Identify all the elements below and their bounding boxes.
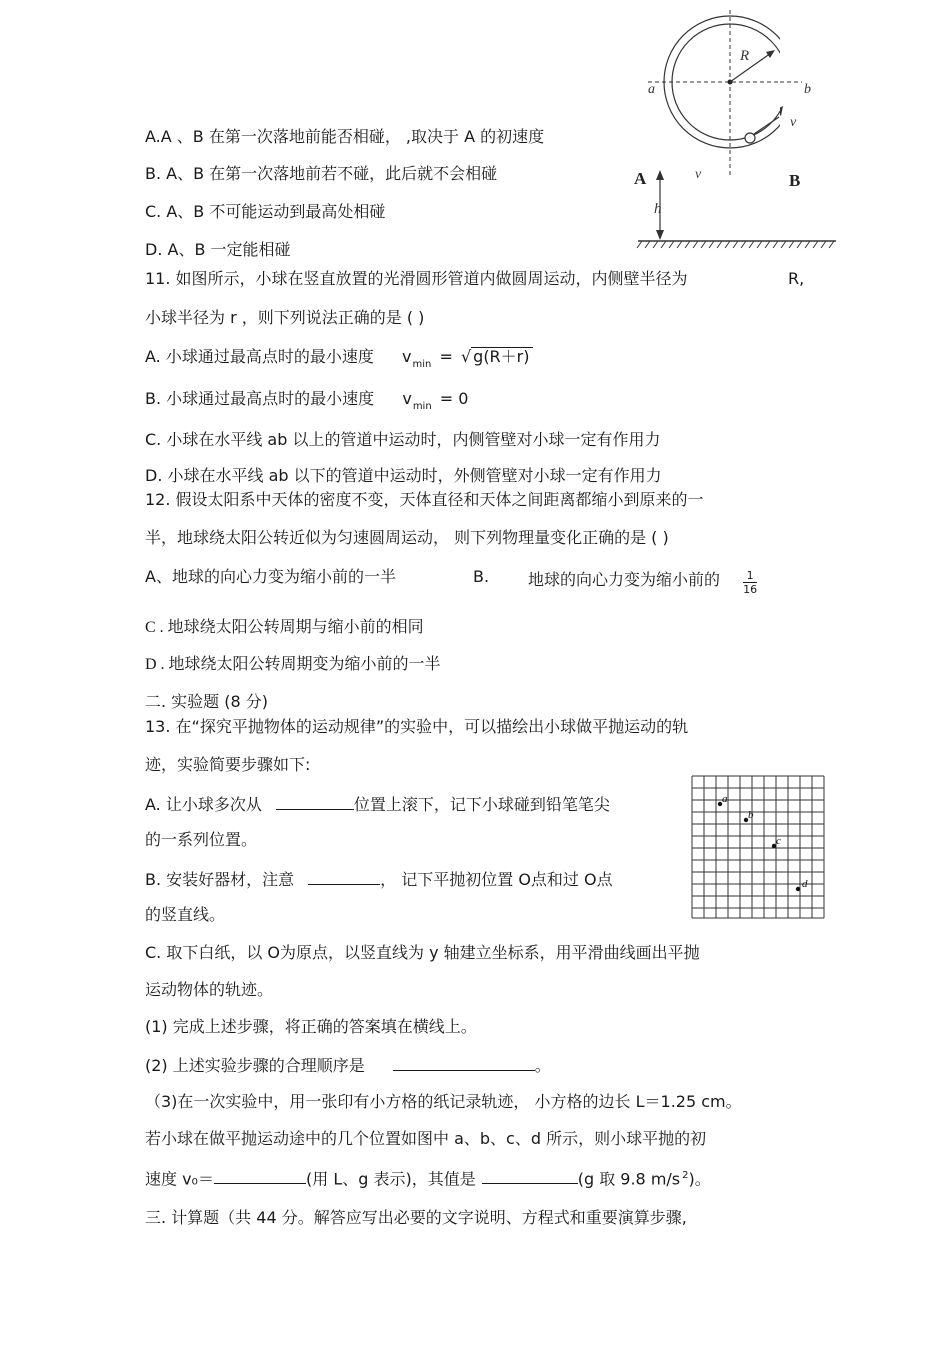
label-point-a: a <box>722 793 728 805</box>
q13-step-a-line2: 的一系列位置。 <box>145 830 258 849</box>
answer-blank-v0-formula[interactable] <box>214 1167 306 1184</box>
label-R: R <box>740 48 750 64</box>
velocity-arrow <box>754 117 779 134</box>
q11-stem-line1: 11. 如图所示，小球在竖直放置的光滑圆形管道内做圆周运动，内侧壁半径为 <box>145 269 688 288</box>
label-v-mid: v <box>695 167 702 182</box>
q10-option-d: D. A、B 一定能相碰 <box>145 240 291 259</box>
q12-stem-line1: 12. 假设太阳系中天体的密度不变，天体直径和天体之间距离都缩小到原来的一 <box>145 490 704 509</box>
label-A: A <box>634 169 647 188</box>
label-a: a <box>648 82 655 97</box>
grid-lines <box>692 776 824 918</box>
q13-stem-line2: 迹，实验简要步骤如下: <box>145 755 311 774</box>
q10-option-b: B. A、B 在第一次落地前若不碰，此后就不会相碰 <box>145 164 498 183</box>
q11-option-b-vmin: $v_{min}$ <box>402 389 432 412</box>
height-arrow-top <box>656 170 664 180</box>
q12-option-b-label: B. <box>473 567 490 586</box>
q12-option-d: D . 地球绕太阳公转周期变为缩小前的一半 <box>145 656 441 673</box>
ground-hatching <box>637 241 834 248</box>
velocity-arrowhead <box>780 106 783 116</box>
q13-part-3-line1: （3)在一次实验中，用一张印有小方格的纸记录轨迹， 小方格的边长 L＝1.25 cm。 <box>145 1092 742 1111</box>
circular-tube-figure-right <box>780 8 840 178</box>
q11-option-a-eq: = <box>439 347 453 366</box>
q11-option-a-expr: g(R＋r) <box>471 347 532 366</box>
label-B: B <box>789 171 801 190</box>
answer-blank-b[interactable] <box>308 868 380 885</box>
q12-option-b <box>528 567 757 594</box>
q11-option-a-text: A. 小球通过最高点时的最小速度 <box>145 347 374 366</box>
section-2-title: 二. 实验题 (8 分) <box>145 692 269 711</box>
label-point-c: c <box>776 835 781 847</box>
q11-option-b-text: B. 小球通过最高点时的最小速度 <box>145 389 375 408</box>
q10-option-c: C. A、B 不可能运动到最高处相碰 <box>145 202 386 221</box>
ground-figure <box>628 160 840 256</box>
q11-option-b-eq: = 0 <box>439 389 469 408</box>
q11-option-a <box>145 347 533 370</box>
circular-tube-figure <box>640 8 780 178</box>
q13-step-c-line2: 运动物体的轨迹。 <box>145 980 274 999</box>
fraction-1-16: $\frac{1}{16}$ <box>743 569 758 596</box>
label-v: v <box>790 115 797 130</box>
label-b: b <box>804 82 811 97</box>
point-d <box>796 887 800 891</box>
q13-stem-line1: 13. 在“探究平抛物体的运动规律”的实验中，可以描绘出小球做平抛运动的轨 <box>145 717 689 736</box>
sqrt-icon: √ <box>460 347 472 366</box>
q11-option-d: D. 小球在水平线 ab 以下的管道中运动时，外侧管壁对小球一定有作用力 <box>145 466 662 485</box>
trajectory-grid-figure <box>690 774 826 920</box>
q13-step-b-line1: B. 安装好器材，注意 ， 记下平抛初位置 O点和过 O点 <box>145 870 613 889</box>
height-arrow-bottom <box>656 230 664 240</box>
q13-part-1: (1) 完成上述步骤，将正确的答案填在横线上。 <box>145 1017 477 1036</box>
section-3-title: 三. 计算题（共 44 分。解答应写出必要的文字说明、方程式和重要演算步骤, <box>145 1208 687 1227</box>
q12-option-b-text: 地球的向心力变为缩小前的 <box>528 570 721 589</box>
answer-blank-a[interactable] <box>276 793 354 810</box>
q13-part-3-line2: 若小球在做平抛运动途中的几个位置如图中 a、b、c、d 所示，则小球平抛的初 <box>145 1129 707 1148</box>
ball <box>745 133 755 143</box>
q12-option-c: C . 地球绕太阳公转周期与缩小前的相同 <box>145 619 424 636</box>
q13-step-b-line2: 的竖直线。 <box>145 905 226 924</box>
q10-option-a: A.A 、B 在第一次落地前能否相碰， ,取决于 A 的初速度 <box>145 127 545 146</box>
answer-blank-order[interactable] <box>393 1054 535 1071</box>
q13-part-2: (2) 上述实验步骤的合理顺序是 。 <box>145 1056 551 1075</box>
q11-option-c: C. 小球在水平线 ab 以上的管道中运动时，内侧管壁对小球一定有作用力 <box>145 430 661 449</box>
q13-step-c-line1: C. 取下白纸，以 O为原点，以竖直线为 y 轴建立坐标系，用平滑曲线画出平抛 <box>145 943 700 962</box>
q12-option-a: A、地球的向心力变为缩小前的一半 <box>145 567 396 586</box>
radius-arrow <box>730 53 771 82</box>
label-point-b: b <box>748 809 754 821</box>
answer-blank-v0-value[interactable] <box>482 1167 578 1184</box>
q11-option-b <box>145 389 468 412</box>
q11-stem-r-label: R, <box>788 269 805 288</box>
label-h: h <box>654 201 662 217</box>
q13-step-a-line1: A. 让小球多次从 位置上滚下，记下小球碰到铅笔笔尖 <box>145 795 610 814</box>
q11-stem-line2: 小球半径为 r ，则下列说法正确的是 ( ) <box>145 308 425 327</box>
q13-part-3-line3: 速度 v₀＝ (用 L、g 表示)，其值是 (g 取 9.8 m/s $^2$)。 <box>145 1169 711 1189</box>
q11-option-a-vmin: $v_{min}$ <box>402 347 432 370</box>
label-point-d: d <box>802 878 808 890</box>
radius-arrowhead <box>766 50 775 58</box>
q12-stem-line2: 半，地球绕太阳公转近似为匀速圆周运动， 则下列物理量变化正确的是 ( ) <box>145 528 669 547</box>
